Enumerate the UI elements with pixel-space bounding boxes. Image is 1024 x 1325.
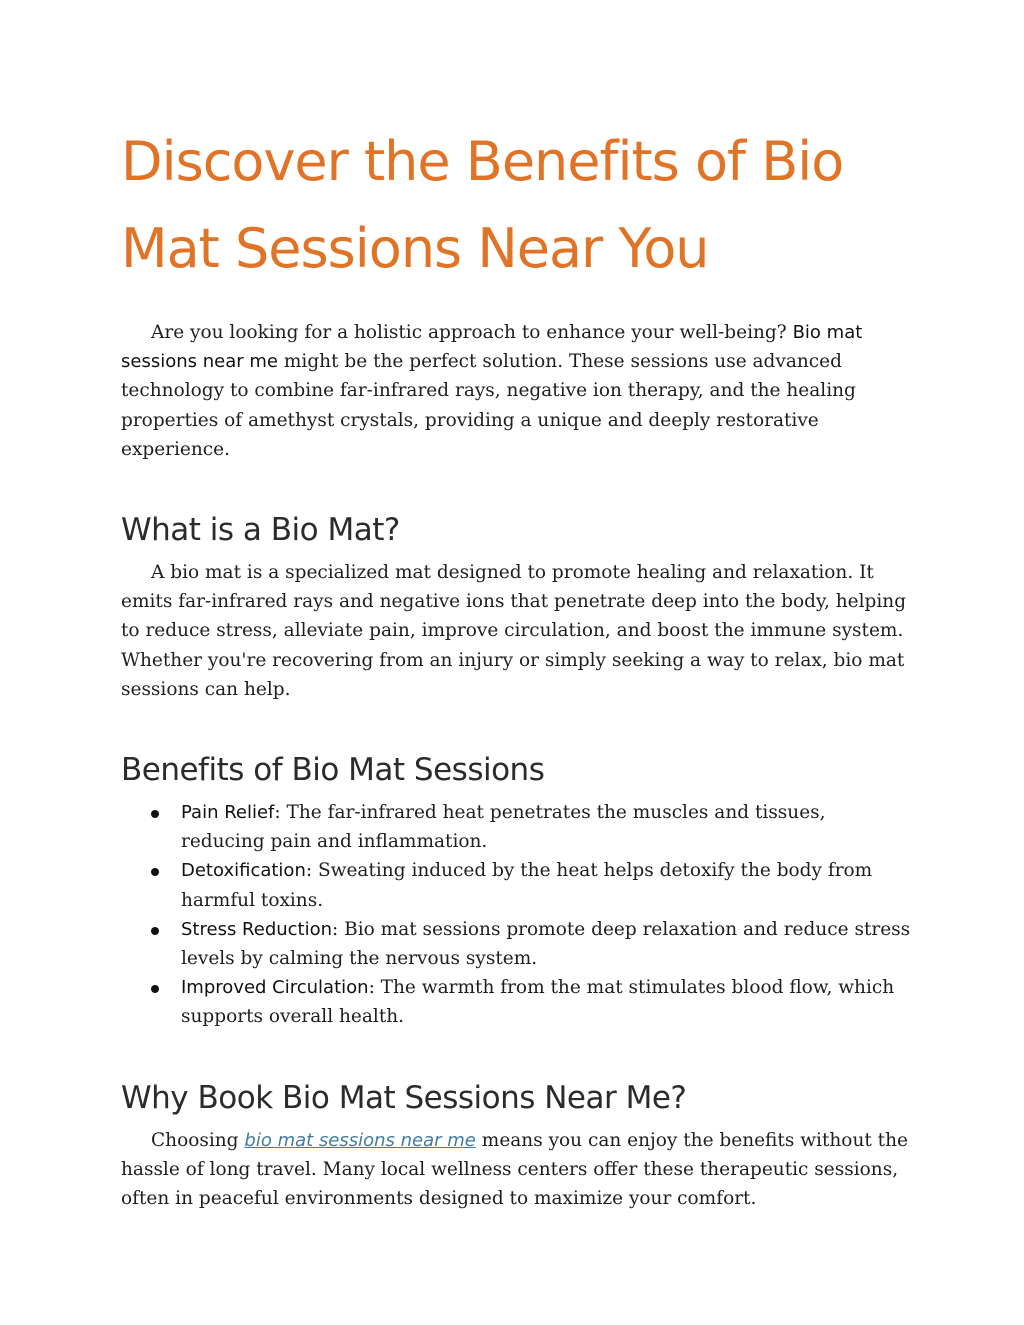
benefit-text: : Bio mat sessions promote deep relaxation and reduce stress levels by calming the nervous system.	[181, 918, 911, 970]
benefit-item-improved-circulation	[121, 973, 911, 1031]
benefit-item-detoxification	[121, 856, 911, 914]
benefit-text: : Sweating induced by the heat helps detoxify the body from harmful toxins.	[181, 860, 873, 911]
benefit-text: : The far-infrared heat penetrates the muscles and tissues, reducing pain and inflammation.	[181, 802, 826, 853]
benefit-text: : The warmth from the mat stimulates blood flow, which supports overall health.	[181, 977, 895, 1028]
benefit-term: Pain Relief	[181, 802, 275, 824]
what-is-paragraph: A bio mat is a specialized mat designed to promote healing and relaxation. It emits far-infrared rays and negative ions that penetrate deep into the body, helping to reduce stress, alleviate pain, improve circulation, and boost the immune system. Whether you're recovering from an injury or simply seeking a way to relax, bio mat sessions can help.	[121, 562, 907, 700]
benefit-item-stress-reduction	[121, 915, 911, 973]
document-page	[121, 118, 911, 1213]
benefits-list	[121, 798, 911, 1032]
why-rest: means you can enjoy the benefits without the hassle of long travel. Many local wellness centers offer these therapeutic sessions, often in peaceful environments designed to maximize your comfort.	[121, 1129, 908, 1210]
what-is-heading: What is a Bio Mat?	[121, 512, 400, 549]
benefits-heading: Benefits of Bio Mat Sessions	[121, 752, 545, 789]
bullet-icon	[151, 810, 159, 818]
why-lead: Choosing	[151, 1129, 245, 1151]
bullet-icon	[151, 927, 159, 935]
page-title: Discover the Benefits of Bio Mat Sessions Near You	[121, 130, 844, 280]
intro-lead: Are you looking for a holistic approach to enhance your well-being?	[151, 322, 793, 343]
bullet-icon	[151, 868, 159, 876]
benefit-term: Improved Circulation	[181, 977, 369, 999]
intro-bold-phrase: Bio mat sessions near me	[121, 322, 863, 373]
intro-paragraph	[121, 318, 911, 464]
benefit-item-pain-relief	[121, 798, 911, 856]
intro-rest: might be the perfect solution. These sessions use advanced technology to combine far-infrared rays, negative ion therapy, and the healing properties of amethyst crystals, providing a unique and deeply restorative experience.	[121, 351, 856, 460]
bio-mat-sessions-link[interactable]: bio mat sessions near me	[244, 1129, 476, 1151]
bullet-icon	[151, 985, 159, 993]
why-book-heading: Why Book Bio Mat Sessions Near Me?	[121, 1079, 687, 1116]
benefit-term: Stress Reduction	[181, 918, 333, 940]
why-book-paragraph	[121, 1126, 911, 1214]
benefit-term: Detoxification	[181, 860, 306, 882]
